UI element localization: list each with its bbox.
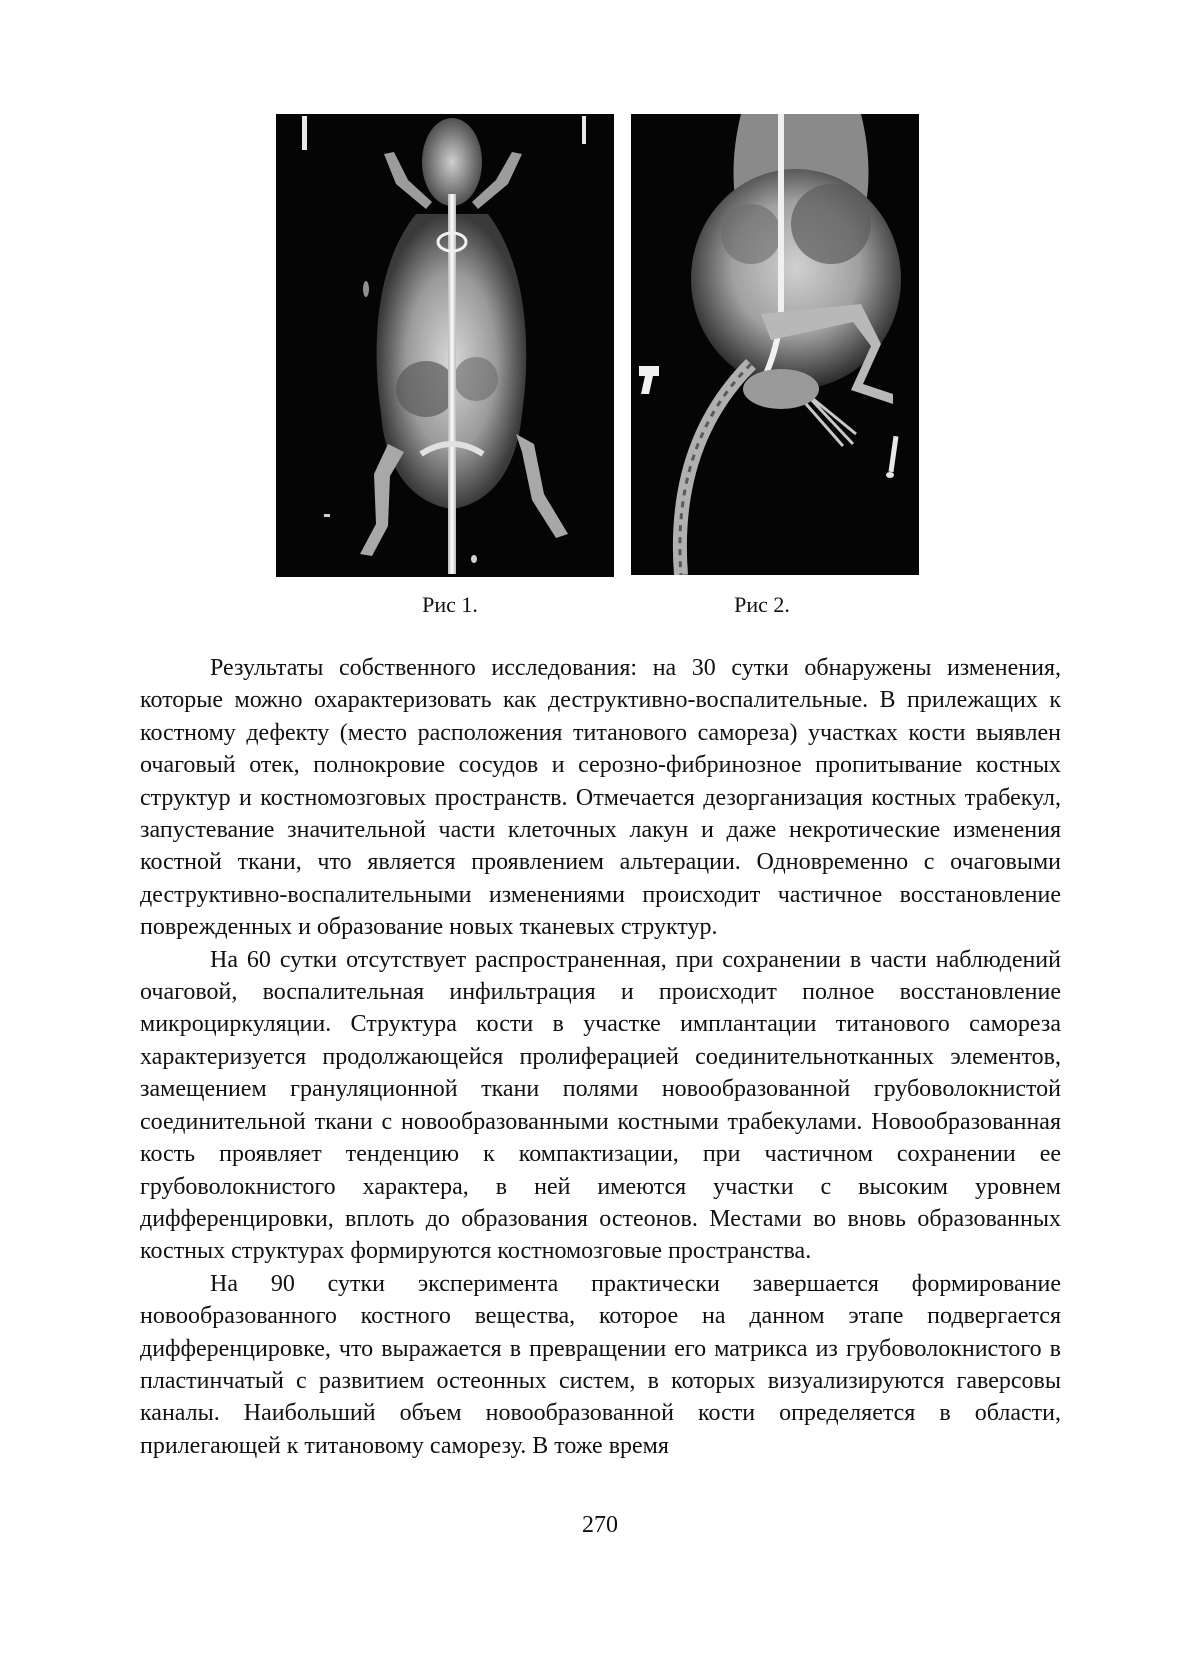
figure-2-xray [631, 114, 919, 575]
figure-1-caption: Рис 1. [422, 592, 478, 617]
page-number: 270 [582, 1512, 618, 1538]
paragraph-results-30-days: Результаты собственного исследования: на 30 сутки обнаружены изменения, которые можно охарактеризовать как деструктивно-воспалительные. В прилежащих к костному дефекту (место расположения титанового самореза) участках кости выявлен очаговый отек, полнокровие сосудов и серозно-фибринозное пропитывание костных структур и костномозговых пространств. Отмечается дезорганизация костных трабекул, запустевание значительной части клеточных лакун и даже некротические изменения костной ткани, что является проявлением альтерации. Одновременно с очаговыми деструктивно-воспалительными изменениями происходит частичное восстановление поврежденных и образование новых тканевых структур. [140, 655, 1061, 941]
xray-rat-dorsal-image [276, 114, 614, 577]
figure-2-caption: Рис 2. [734, 592, 790, 617]
paragraph-results-60-days: На 60 сутки отсутствует распространенная, при сохранении в части наблюдений очаговой, воспалительная инфильтрация и происходит полное восстановление микроциркуляции. Структура кости в участке имплантации титанового самореза характеризуется продолжающейся пролиферацией соединительнотканных элементов, замещением грануляционной ткани полями новообразованной грубоволокнистой соединительной ткани с новообразованными костными трабекулами. Новообразованная кость проявляет тенденцию к компактизации, при частичном сохранении ее грубоволокнистого характера, в ней имеются участки с высоким уровнем дифференцировки, вплоть до образования остеонов. Местами во вновь образованных костных структурах формируются костномозговые пространства. [140, 946, 1061, 1265]
body-text [140, 652, 1061, 1462]
paragraph-results-90-days: На 90 сутки эксперимента практически завершается формирование новообразованного костного вещества, которое на данном этапе подвергается дифференцировке, что выражается в превращении его матрикса из грубоволокнистого в пластинчатый с развитием остеонных систем, в которых визуализируются гаверсовы каналы. Наибольший объем новообразованной кости определяется в области, прилегающей к титановому саморезу. В тоже время [140, 1270, 1061, 1459]
figure-1-xray [276, 114, 614, 577]
xray-rat-lateral-image [631, 114, 919, 575]
